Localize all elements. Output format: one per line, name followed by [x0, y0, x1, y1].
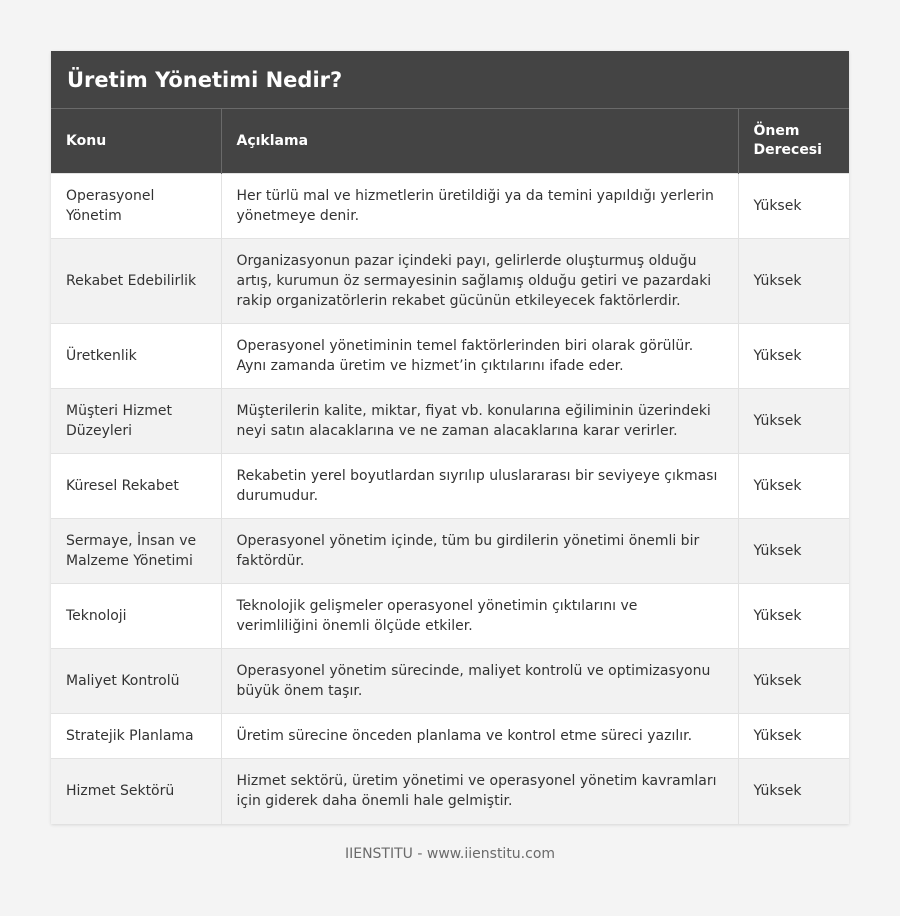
cell-konu: Müşteri Hizmet Düzeyleri — [51, 389, 221, 454]
table-row — [51, 649, 849, 714]
column-header-onem-derecesi: Önem Derecesi — [738, 109, 849, 174]
cell-aciklama: Rekabetin yerel boyutlardan sıyrılıp uluslararası bir seviyeye çıkması durumudur. — [221, 454, 738, 519]
column-header-konu: Konu — [51, 109, 221, 174]
table-row — [51, 239, 849, 324]
table-title: Üretim Yönetimi Nedir? — [51, 51, 849, 108]
cell-konu: Maliyet Kontrolü — [51, 649, 221, 714]
cell-onem: Yüksek — [738, 519, 849, 584]
cell-onem: Yüksek — [738, 759, 849, 824]
cell-onem: Yüksek — [738, 714, 849, 759]
cell-konu: Rekabet Edebilirlik — [51, 239, 221, 324]
cell-konu: Üretkenlik — [51, 324, 221, 389]
cell-aciklama: Her türlü mal ve hizmetlerin üretildiği ya da temini yapıldığı yerlerin yönetmeye denir. — [221, 174, 738, 239]
cell-aciklama: Organizasyonun pazar içindeki payı, gelirlerde oluşturmuş olduğu artış, kurumun öz sermayesinin sağlamış olduğu getiri ve pazardaki rakip organizatörlerin rekabet gücünün etkileyecek faktörlerdir. — [221, 239, 738, 324]
table-row — [51, 324, 849, 389]
cell-onem: Yüksek — [738, 324, 849, 389]
cell-onem: Yüksek — [738, 174, 849, 239]
cell-onem: Yüksek — [738, 584, 849, 649]
cell-aciklama: Hizmet sektörü, üretim yönetimi ve operasyonel yönetim kavramları için giderek daha önemli hale gelmiştir. — [221, 759, 738, 824]
cell-aciklama: Operasyonel yönetim sürecinde, maliyet kontrolü ve optimizasyonu büyük önem taşır. — [221, 649, 738, 714]
cell-konu: Operasyonel Yönetim — [51, 174, 221, 239]
cell-aciklama: Operasyonel yönetiminin temel faktörlerinden biri olarak görülür. Aynı zamanda üretim ve hizmet’in çıktılarını ifade eder. — [221, 324, 738, 389]
table-row — [51, 454, 849, 519]
table-body — [51, 174, 849, 824]
cell-onem: Yüksek — [738, 454, 849, 519]
cell-aciklama: Üretim sürecine önceden planlama ve kontrol etme süreci yazılır. — [221, 714, 738, 759]
cell-onem: Yüksek — [738, 649, 849, 714]
cell-onem: Yüksek — [738, 239, 849, 324]
cell-aciklama: Müşterilerin kalite, miktar, fiyat vb. konularına eğiliminin üzerindeki neyi satın alacaklarına ve ne zaman alacaklarına karar verirler. — [221, 389, 738, 454]
table-row — [51, 759, 849, 824]
table-header — [51, 109, 849, 174]
data-table — [51, 108, 849, 824]
table-card — [51, 51, 849, 824]
cell-konu: Sermaye, İnsan ve Malzeme Yönetimi — [51, 519, 221, 584]
table-row — [51, 389, 849, 454]
table-row — [51, 714, 849, 759]
cell-konu: Stratejik Planlama — [51, 714, 221, 759]
table-row — [51, 174, 849, 239]
table-row — [51, 584, 849, 649]
table-row — [51, 519, 849, 584]
cell-konu: Hizmet Sektörü — [51, 759, 221, 824]
cell-aciklama: Operasyonel yönetim içinde, tüm bu girdilerin yönetimi önemli bir faktördür. — [221, 519, 738, 584]
footer-credit: IIENSTITU - www.iienstitu.com — [344, 846, 556, 862]
cell-aciklama: Teknolojik gelişmeler operasyonel yönetimin çıktılarını ve verimliliğini önemli ölçüde etkiler. — [221, 584, 738, 649]
column-header-aciklama: Açıklama — [221, 109, 738, 174]
cell-onem: Yüksek — [738, 389, 849, 454]
cell-konu: Küresel Rekabet — [51, 454, 221, 519]
cell-konu: Teknoloji — [51, 584, 221, 649]
